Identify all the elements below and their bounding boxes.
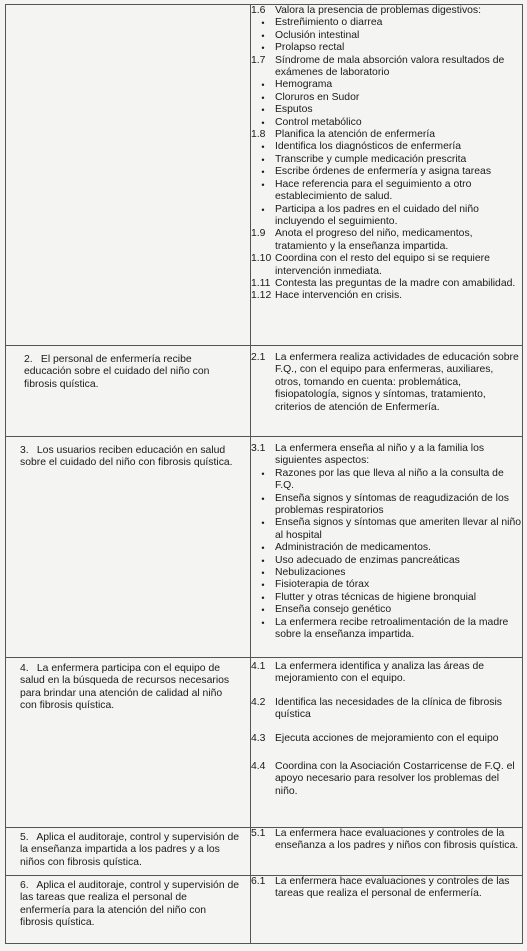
list-item: 4.2 Identifica las necesidades de la clínica de fibrosis quística	[251, 696, 502, 721]
list-item: • Uso adecuado de enzimas pancreáticas	[261, 554, 460, 566]
list-item: 1.10 Coordina con el resto del equipo si se requiere intervención inmediata.	[251, 253, 490, 277]
table-row	[6, 658, 523, 828]
table-row	[6, 876, 523, 944]
list-item: 1.6 Valora la presencia de problemas digestivos:	[251, 5, 482, 16]
criteria-cell: 2. El personal de enfermería recibe educación sobre el cuidado del niño con fibrosis quística.	[6, 346, 251, 437]
list-item: 4.4 Coordina con la Asociación Costarricense de F.Q. el apoyo necesario para resolver los problemas del niño.	[251, 761, 515, 797]
list-item: • Enseña consejo genético	[261, 604, 392, 616]
criteria-cell: 6. Aplica el auditoraje, control y supervisión de las tareas que realiza el personal de enfermería para la atención del niño con fibrosis quística.	[6, 876, 251, 944]
list-item: • Cloruros en Sudor	[261, 91, 360, 103]
nursing-standards-table	[5, 4, 523, 944]
list-item: • Prolapso rectal	[261, 42, 345, 54]
list-item: • Estreñimiento o diarrea	[261, 17, 383, 29]
list-item: 4.1 La enfermera identifica y analiza las áreas de mejoramiento con el equipo.	[251, 661, 485, 685]
list-item: • Enseña signos y síntomas de reagudización de los problemas respiratorios	[261, 492, 509, 517]
list-item: 1.12 Hace intervención en crisis.	[251, 290, 403, 302]
list-item: 1.7 Síndrome de mala absorción valora resultados de exámenes de laboratorio	[251, 54, 505, 79]
list-item: • Transcribe y cumple medicación prescrita	[261, 153, 467, 165]
list-item: 4.3 Ejecuta acciones de mejoramiento con el equipo	[251, 732, 499, 744]
activities-cell	[251, 346, 523, 437]
list-item: • Identifica los diagnósticos de enfermería	[261, 141, 461, 153]
list-item: 1.8 Planifica la atención de enfermería	[251, 129, 435, 141]
activities-cell	[251, 876, 523, 944]
table-row	[6, 437, 523, 658]
criteria-cell: 3. Los usuarios reciben educación en salud sobre el cuidado del niño con fibrosis quística.	[6, 437, 251, 658]
activities-cell	[251, 828, 523, 876]
list-item: • Nebulizaciones	[261, 567, 346, 579]
list-item: • Razones por las que lleva al niño a la consulta de F.Q.	[261, 467, 504, 492]
criteria-cell: 4. La enfermera participa con el equipo de salud en la búsqueda de recursos necesarios para brindar una atención de calidad al niño con fibrosis quística.	[6, 658, 251, 828]
list-item: • La enfermera recibe retroalimentación de la madre sobre la enseñanza impartida.	[261, 616, 509, 641]
list-item: 1.11 Contesta las preguntas de la madre con amabilidad.	[251, 277, 516, 289]
list-item: • Administración de medicamentos.	[261, 542, 431, 554]
table-row	[6, 828, 523, 876]
list-item: • Fisioterapia de tórax	[261, 579, 370, 591]
activities-cell	[251, 658, 523, 828]
list-item: • Hace referencia para el seguimiento a otro establecimiento de salud.	[261, 178, 472, 203]
list-item: 3.1 La enfermera enseña al niño y a la familia los siguientes aspectos:	[251, 443, 485, 467]
list-item: 2.1 La enfermera realiza actividades de educación sobre F.Q., con el equipo para enfermeras, auxiliares, otros, tomando en cuenta: problemática, fisiopatología, signos y síntomas, tratamiento, criterios de atención de Enfermería.	[251, 352, 519, 413]
list-item: 5.1 La enfermera hace evaluaciones y controles de la enseñanza a los padres y niños con fibrosis quística.	[251, 828, 519, 852]
list-item: • Flutter y otras técnicas de higiene bronquial	[261, 591, 476, 603]
criteria-cell	[6, 5, 251, 346]
table-row	[6, 5, 523, 346]
criteria-cell: 5. Aplica el auditoraje, control y supervisión de la enseñanza impartida a los padres y a los niños con fibrosis quística.	[6, 828, 251, 876]
list-item: • Participa a los padres en el cuidado del niño incluyendo el seguimiento.	[261, 203, 479, 227]
table-row	[6, 346, 523, 437]
list-item: • Escribe órdenes de enfermería y asigna tareas	[261, 166, 492, 178]
list-item: 6.1 La enfermera hace evaluaciones y controles de las tareas que realiza el personal de enfermería.	[251, 876, 510, 900]
activities-cell	[251, 437, 523, 658]
list-item: • Enseña signos y síntomas que ameriten llevar al niño al hospital	[261, 517, 522, 541]
list-item: • Esputos	[261, 104, 313, 116]
list-item: • Hemograma	[261, 79, 333, 91]
list-item: 1.9 Anota el progreso del niño, medicamentos, tratamiento y la enseñanza impartida.	[251, 228, 473, 252]
list-item: • Oclusión intestinal	[261, 29, 360, 41]
list-item: • Control metabólico	[261, 116, 362, 128]
activities-cell	[251, 5, 523, 346]
